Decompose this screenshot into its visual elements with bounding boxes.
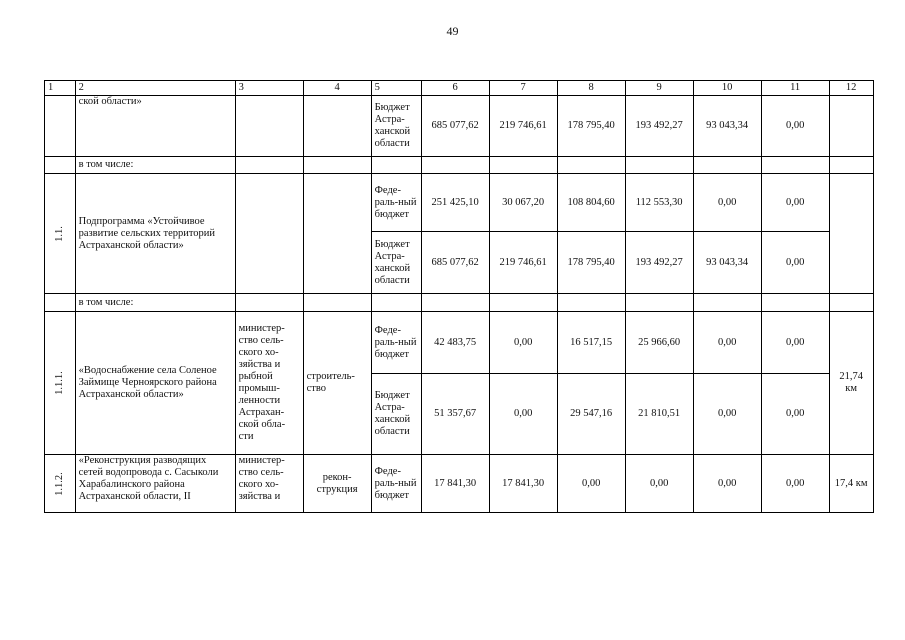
value-cell: 0,00 xyxy=(693,174,761,232)
value-cell: 0,00 xyxy=(761,455,829,513)
row-code: 1.1.1. xyxy=(45,312,76,455)
subtotal-note: в том числе: xyxy=(75,294,235,312)
funding-source: Бюджет Астра-ханской области xyxy=(371,96,421,157)
col-header-1: 1 xyxy=(45,81,76,96)
col-header-10: 10 xyxy=(693,81,761,96)
col-header-12: 12 xyxy=(829,81,873,96)
result-value: 21,74 км xyxy=(829,312,873,455)
value-cell: 219 746,61 xyxy=(489,96,557,157)
value-cell: 108 804,60 xyxy=(557,174,625,232)
value-cell: 178 795,40 xyxy=(557,96,625,157)
value-cell: 0,00 xyxy=(489,374,557,455)
result-value: 17,4 км xyxy=(829,455,873,513)
subtotal-note: в том числе: xyxy=(75,157,235,174)
row-code: 1.1. xyxy=(45,174,76,294)
value-cell: 685 077,62 xyxy=(421,96,489,157)
funding-source: Бюджет Астра-ханской области xyxy=(371,232,421,294)
col-header-6: 6 xyxy=(421,81,489,96)
value-cell: 21 810,51 xyxy=(625,374,693,455)
value-cell: 0,00 xyxy=(761,312,829,374)
col-header-9: 9 xyxy=(625,81,693,96)
value-cell: 30 067,20 xyxy=(489,174,557,232)
table-row xyxy=(45,96,874,157)
value-cell: 0,00 xyxy=(557,455,625,513)
value-cell: 0,00 xyxy=(693,374,761,455)
table-row xyxy=(45,312,874,374)
col-header-4: 4 xyxy=(303,81,371,96)
value-cell: 93 043,34 xyxy=(693,232,761,294)
value-cell: 685 077,62 xyxy=(421,232,489,294)
page-number: 49 xyxy=(446,24,459,38)
value-cell: 42 483,75 xyxy=(421,312,489,374)
value-cell: 25 966,60 xyxy=(625,312,693,374)
value-cell: 0,00 xyxy=(625,455,693,513)
funding-source: Феде-раль-ный бюджет xyxy=(371,455,421,513)
table-row xyxy=(45,294,874,312)
value-cell: 51 357,67 xyxy=(421,374,489,455)
value-cell: 193 492,27 xyxy=(625,96,693,157)
value-cell: 0,00 xyxy=(761,174,829,232)
value-cell: 193 492,27 xyxy=(625,232,693,294)
value-cell: 0,00 xyxy=(693,312,761,374)
funding-source: Феде-раль-ный бюджет xyxy=(371,174,421,232)
value-cell: 29 547,16 xyxy=(557,374,625,455)
executor: министер-ство сель-ского хо-зяйства и рыбной промыш-ленности Астрахан-ской обла-сти xyxy=(235,312,303,455)
row-name: ской области» xyxy=(75,96,235,157)
value-cell: 219 746,61 xyxy=(489,232,557,294)
value-cell: 0,00 xyxy=(761,96,829,157)
table-row xyxy=(45,157,874,174)
value-cell: 93 043,34 xyxy=(693,96,761,157)
value-cell: 112 553,30 xyxy=(625,174,693,232)
value-cell: 0,00 xyxy=(693,455,761,513)
value-cell: 17 841,30 xyxy=(421,455,489,513)
value-cell: 16 517,15 xyxy=(557,312,625,374)
header-row xyxy=(45,81,874,96)
value-cell: 0,00 xyxy=(761,232,829,294)
row-name: «Водоснабжение села Соленое Займище Черноярского района Астраханской области» xyxy=(75,312,235,455)
table-row xyxy=(45,174,874,232)
work-type: рекон-струкция xyxy=(303,455,371,513)
executor: министер-ство сель-ского хо-зяйства и xyxy=(235,455,303,513)
col-header-11: 11 xyxy=(761,81,829,96)
value-cell: 178 795,40 xyxy=(557,232,625,294)
value-cell: 0,00 xyxy=(761,374,829,455)
value-cell: 17 841,30 xyxy=(489,455,557,513)
value-cell: 0,00 xyxy=(489,312,557,374)
row-name: «Реконструкция разводящих сетей водопровода с. Сасыколи Харабалинского района Астраханской области, II xyxy=(75,455,235,513)
col-header-2: 2 xyxy=(75,81,235,96)
table-row xyxy=(45,455,874,513)
value-cell: 251 425,10 xyxy=(421,174,489,232)
work-type: строитель-ство xyxy=(303,312,371,455)
program-table xyxy=(44,80,874,513)
col-header-3: 3 xyxy=(235,81,303,96)
funding-source: Бюджет Астра-ханской области xyxy=(371,374,421,455)
col-header-5: 5 xyxy=(371,81,421,96)
funding-source: Феде-раль-ный бюджет xyxy=(371,312,421,374)
row-name: Подпрограмма «Устойчивое развитие сельских территорий Астраханской области» xyxy=(75,174,235,294)
col-header-8: 8 xyxy=(557,81,625,96)
row-code: 1.1.2. xyxy=(45,455,76,513)
col-header-7: 7 xyxy=(489,81,557,96)
